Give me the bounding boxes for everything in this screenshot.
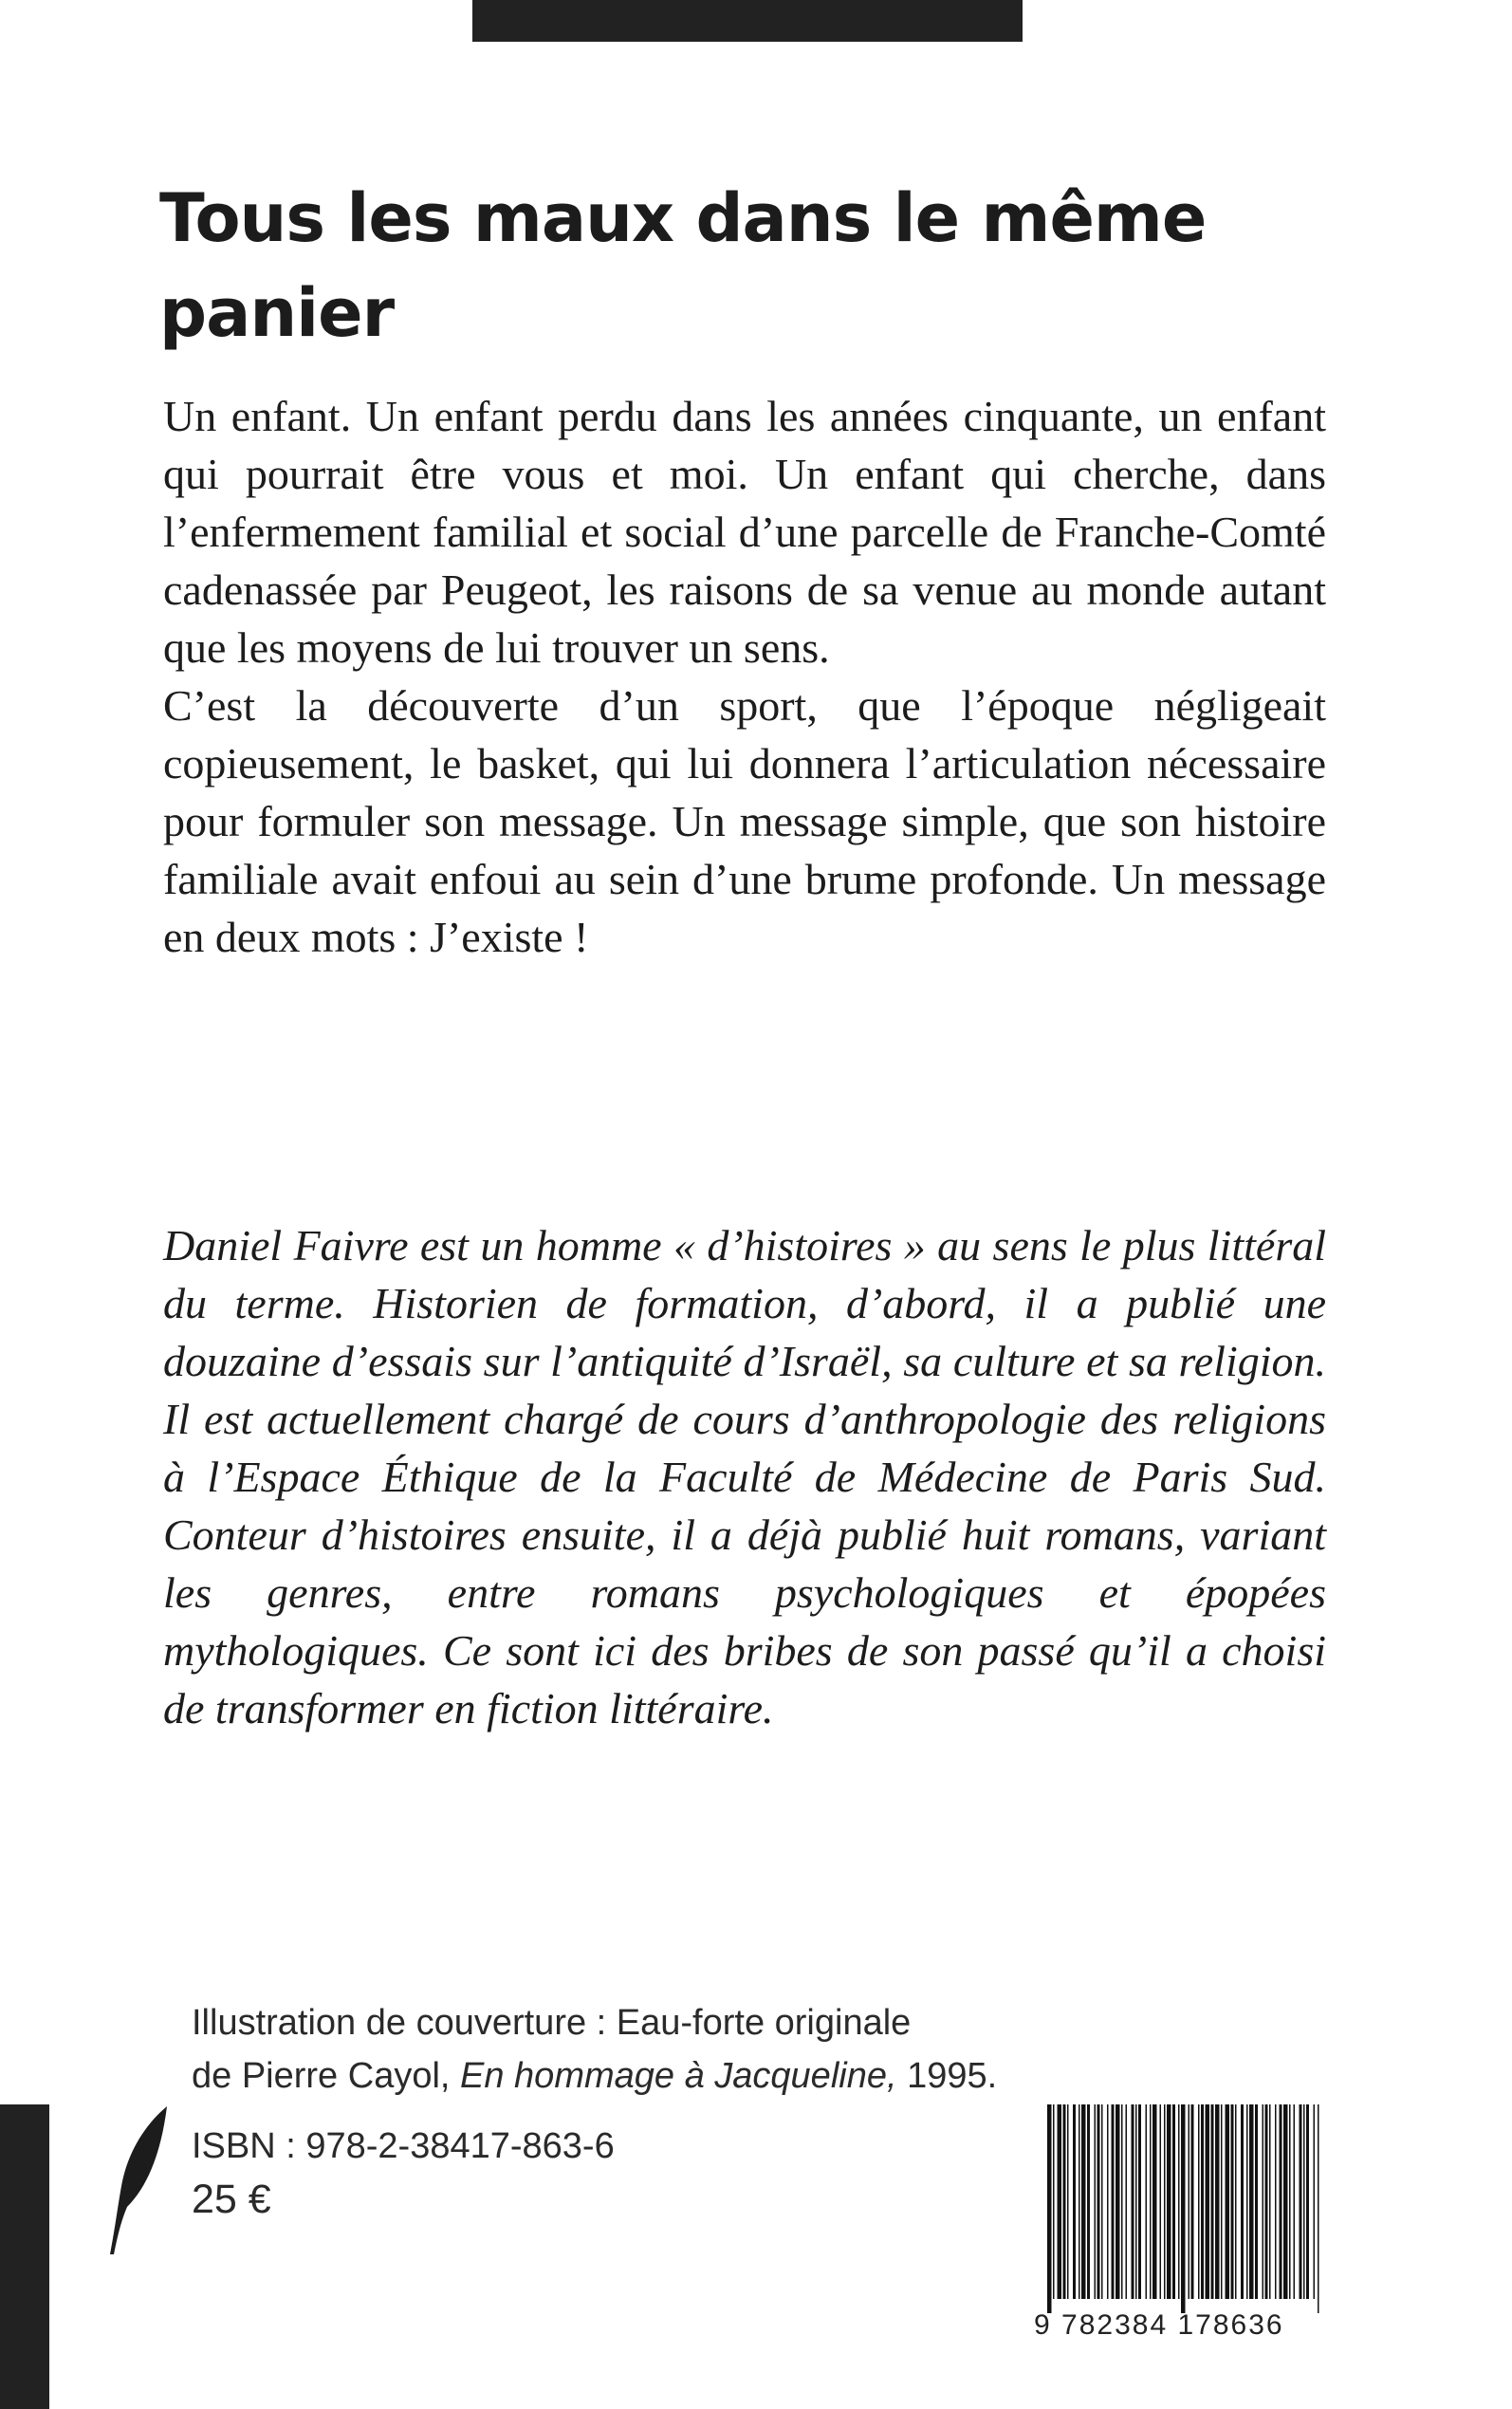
- barcode-bar: [1178, 2104, 1180, 2299]
- barcode-bar: [1280, 2104, 1282, 2299]
- cover-credit: [192, 1996, 997, 2103]
- barcode-bar: [1206, 2104, 1210, 2299]
- barcode-bar: [1221, 2104, 1223, 2299]
- author-bio: Daniel Faivre est un homme « d’histoires » au sens le plus littéral du terme. Historien de formation, d’abord, il a publié une douzaine d’essais sur l’antiquité d’Israël, sa culture et sa religion. Il est actuellement chargé de cours d’anthropologie des religions à l’Espace Éthique de la Faculté de Médecine de Paris Sud. Conteur d’histoires ensuite, il a déjà publié huit romans, variant les genres, entre romans psychologiques et épopées mythologiques. Ce sont ici des bribes de son passé qu’il a choisi de transformer en fiction littéraire.: [163, 1221, 1326, 1733]
- barcode-bar: [1079, 2104, 1080, 2299]
- barcode-bar: [1067, 2104, 1069, 2299]
- barcode-bar: [1283, 2104, 1288, 2299]
- barcode-bar: [1249, 2104, 1254, 2299]
- barcode-bar: [1263, 2104, 1264, 2299]
- barcode-bar: [1167, 2104, 1171, 2299]
- barcode-bar: [1314, 2104, 1316, 2299]
- cover-credit-line-2: [192, 2049, 997, 2103]
- barcode-bar: [1181, 2104, 1186, 2313]
- barcode-bar: [1289, 2104, 1291, 2299]
- barcode-bar: [1300, 2104, 1302, 2299]
- barcode-bar: [1063, 2104, 1066, 2299]
- barcode-bar: [1265, 2104, 1268, 2299]
- barcode-bar: [1255, 2104, 1258, 2299]
- barcode-bar: [1047, 2104, 1052, 2313]
- barcode-bar: [1132, 2104, 1134, 2299]
- barcode-bar: [1198, 2104, 1200, 2299]
- barcode-bar: [1081, 2104, 1086, 2299]
- top-decorative-bar: [472, 0, 1023, 42]
- barcode-bar: [1121, 2104, 1123, 2299]
- barcode-bar: [1107, 2104, 1109, 2299]
- summary-paragraph-2: C’est la découverte d’un sport, que l’époque négligeait copieusement, le basket, qui lui donnera l’articulation nécessaire pour formuler son message. Un message simple, que son histoire familiale avait enfoui au sein d’une brume profonde. Un message en deux mots : J’existe !: [163, 681, 1326, 961]
- credit-artist: de Pierre Cayol,: [192, 2056, 461, 2096]
- barcode-bar: [1191, 2104, 1194, 2299]
- barcode-bar: [1053, 2104, 1055, 2299]
- barcode-bar: [1146, 2104, 1148, 2299]
- barcode-bar: [1095, 2104, 1097, 2299]
- barcode-bar: [1160, 2104, 1162, 2299]
- barcode-bar: [1306, 2104, 1309, 2299]
- barcode-bar: [1087, 2104, 1090, 2299]
- barcode-bar: [1235, 2104, 1237, 2299]
- barcode-bar: [1097, 2104, 1100, 2299]
- summary-paragraph-1: Un enfant. Un enfant perdu dans les années cinquante, un enfant qui pourrait être vous et moi. Un enfant qui cherche, dans l’enfermement familial et social d’une parcelle de Franche-Comté cadenassée par Peugeot, les raisons de sa venue au monde autant que les moyens de lui trouver un sens.: [163, 392, 1326, 672]
- barcode-bar: [1201, 2104, 1204, 2299]
- barcode-bar: [1150, 2104, 1152, 2299]
- barcode-bar: [1058, 2104, 1062, 2299]
- barcode-bar: [1112, 2104, 1115, 2299]
- barcode-bar: [1126, 2104, 1128, 2299]
- barcode-bar: [1172, 2104, 1175, 2299]
- book-title: Tous les maux dans le même panier: [159, 179, 1207, 352]
- price: 25 €: [192, 2177, 271, 2222]
- summary-text: [163, 387, 1326, 966]
- left-decorative-bar: [0, 2104, 49, 2409]
- barcode-bar: [1189, 2104, 1190, 2299]
- barcode-bar: [1215, 2104, 1220, 2299]
- barcode-bar: [1073, 2104, 1076, 2299]
- barcode-bar: [1269, 2104, 1271, 2299]
- barcode-bar: [1101, 2104, 1103, 2299]
- barcode-bar: [1318, 2104, 1319, 2313]
- barcode-bar: [1164, 2104, 1166, 2299]
- barcode-bar: [1241, 2104, 1244, 2299]
- barcode-bar: [1152, 2104, 1157, 2299]
- cover-credit-line-1: Illustration de couverture : Eau-forte originale: [192, 2003, 912, 2043]
- credit-year: 1995.: [896, 2056, 998, 2096]
- barcode-bar: [1135, 2104, 1137, 2299]
- barcode-bar: [1231, 2104, 1234, 2299]
- isbn: ISBN : 978-2-38417-863-6: [192, 2126, 615, 2166]
- barcode-bar: [1303, 2104, 1305, 2299]
- feather-logo-icon: [106, 2104, 173, 2256]
- credit-artwork-title: En hommage à Jacqueline,: [460, 2056, 897, 2096]
- barcode-bar: [1226, 2104, 1230, 2299]
- barcode-bar: [1138, 2104, 1141, 2299]
- barcode-bar: [1275, 2104, 1277, 2299]
- barcode-bar: [1294, 2104, 1296, 2299]
- barcode-bar: [1246, 2104, 1248, 2299]
- barcode-icon: [1045, 2104, 1322, 2313]
- barcode-bar: [1211, 2104, 1214, 2299]
- barcode-bar: [1116, 2104, 1120, 2299]
- barcode-number: 9 782384 178636: [1034, 2309, 1284, 2341]
